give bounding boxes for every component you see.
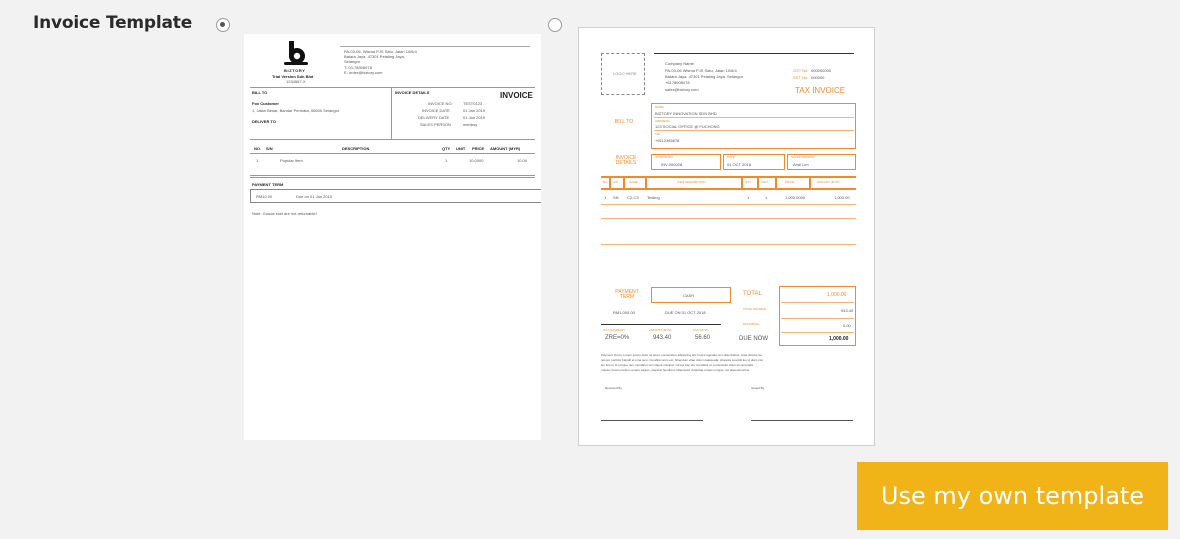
terms-text-2: tempor porttitor blandit et urna sem. Curabitur arcu est, bibendum vitae dolor malesuada, pharetra suscipit leo ut diam nisi <box>601 358 763 362</box>
payment-amount: RM1,000.00 <box>613 310 635 315</box>
company-address-3: Selangor <box>344 59 361 64</box>
tax-invoice-title: TAX INVOICE <box>795 86 846 95</box>
bill-name: BIZTORY INNOVATION SDN BHD <box>655 111 717 116</box>
sst-label: SST No: <box>793 75 809 80</box>
bill-to-label: BILL TO <box>614 119 634 125</box>
company-address-1: PA-03-06, Wisma PJS Satu, Jalan 10/6/4 <box>344 49 417 54</box>
row-no: 1 <box>256 158 259 163</box>
customer-name: Fox Customer <box>252 101 279 106</box>
logo-text: BIZTORY <box>284 68 306 73</box>
bill-address: 123 SOCIAL OFFICE @ FUCHONG <box>655 124 720 129</box>
total-payable: 943.40 <box>841 308 854 313</box>
gst-summary: ZRE=0% <box>605 335 630 341</box>
biztory-logo-icon <box>282 40 310 66</box>
col-qty: QTY <box>745 180 752 184</box>
col-amount: AMOUNT (MYR) <box>490 146 521 151</box>
invoice-title: INVOICE <box>500 91 533 100</box>
company-address-2: Batara Jaya, 47301 Petaling Jaya, Selangor <box>665 74 744 79</box>
invoice-no-label: INVOICE NO <box>428 101 452 106</box>
amount: 943.40 <box>653 335 672 341</box>
company-phone: T: 03-78908078 <box>344 65 372 70</box>
company-name: Company Name <box>665 61 694 66</box>
sst-value: 000000 <box>811 75 825 80</box>
invoice-template-label: Invoice Template <box>33 13 193 33</box>
amount-label: AMOUNT (MYR) <box>649 328 672 332</box>
due-now: 1,000.00 <box>829 336 849 342</box>
bill-address-label: ADDRESS <box>655 119 670 123</box>
col-description: DESCRIPTION <box>342 146 370 151</box>
sales-person-label: SALES PERSON <box>420 122 451 127</box>
invoice-details-label: INVOICE DETAILS <box>615 155 637 166</box>
sales-person: mehboy <box>463 122 478 127</box>
tax: 56.60 <box>695 335 711 341</box>
gst-label: GST No: <box>793 68 809 73</box>
company-address-1: PA-03-06 Wisma PJS Satu, Jalan 10/6/4 <box>665 68 737 73</box>
col-price: PRICE <box>785 180 795 184</box>
row-amount: 10.00 <box>517 158 528 163</box>
company-address-4: sales@biztory.com <box>665 87 699 92</box>
payment-term-label: PAYMENT TERM <box>615 289 639 300</box>
row-code: C2-C3 <box>627 195 639 200</box>
received-by-label: Received By <box>605 386 622 390</box>
row-description: Testing <box>647 195 660 200</box>
tax-label: TAX (MYR) <box>693 328 709 332</box>
col-sn: S/N <box>266 146 273 151</box>
company-email: E: order@biztory.com <box>344 70 383 75</box>
invoice-date-label: INVOICE DATE <box>422 108 450 113</box>
invoice-date: 01 Jan 2019 <box>463 108 486 113</box>
gst-summary-label: GST SUMMARY <box>603 328 626 332</box>
terms-text-4: massa. Fusce pretium ornare sapien, placerat hendrerit. Maecenas vulputate ornare congue, vel placerat luctus. <box>601 368 750 372</box>
delivery-date-label: DELIVERY DATE <box>418 115 450 120</box>
total-label: TOTAL <box>743 291 762 297</box>
col-description: ITEM DESCRIPTION <box>677 180 706 184</box>
row-price: 1,000.0000 <box>785 195 806 200</box>
invoice-date: 01 OCT 2018 <box>727 162 751 167</box>
sales-person: Andi Lim <box>793 162 809 167</box>
invoice-date-label: DATE <box>727 155 735 159</box>
payment-due: Due on 01 Jan 2019 <box>296 194 333 199</box>
row-unit: 1 <box>765 195 768 200</box>
bill-tel: +6112345678 <box>655 138 680 143</box>
col-no: NO. <box>254 146 262 151</box>
row-amount: 1,000.00 <box>834 195 850 200</box>
col-no: NO <box>603 180 608 184</box>
col-qty: QTY <box>442 146 451 151</box>
rounding-label: ROUNDING <box>743 322 760 326</box>
bill-to-label: BILL TO <box>252 90 268 95</box>
rounding: 0.00 <box>843 323 851 328</box>
sales-person-label: SALES PERSON <box>791 155 815 159</box>
use-own-template-button[interactable]: Use my own template <box>857 462 1168 530</box>
bill-name-label: NAME <box>655 105 664 109</box>
col-sn: S/N <box>613 180 619 184</box>
template-2-preview[interactable] <box>578 27 875 446</box>
bill-tel-label: TEL <box>655 132 661 136</box>
col-price: PRICE <box>472 146 485 151</box>
row-sn: SN <box>613 195 619 200</box>
row-qty: 1 <box>445 158 448 163</box>
delivery-date: 01 Jan 2019 <box>463 115 486 120</box>
terms-text-3: leo lorem, id congue nec. Curabitur vel magna volutpat, cursus hac elit. Curabitur et consectetur dolor sit venenatis <box>601 363 754 367</box>
total-value: 1,000.00 <box>827 292 847 298</box>
company-reg: 1234567-X <box>286 79 306 84</box>
company-name: Trial Version Sdn Bhd <box>272 74 314 79</box>
customer-address: 1, Jalan Besar, Bandar Permata, 06600 Selangor <box>252 108 340 113</box>
payment-term-label: PAYMENT TERM <box>252 182 284 187</box>
template-2-radio[interactable] <box>548 18 562 32</box>
invoice-no: TEST0123 <box>463 101 483 106</box>
invoice-no-label: INVOICE NO <box>655 155 673 159</box>
col-unit: UNIT <box>456 146 466 151</box>
template-1-preview[interactable] <box>244 34 541 440</box>
company-address-2: Batara Jaya, 47301 Petaling Jaya, <box>344 54 405 59</box>
issued-by-label: Issued By <box>751 386 765 390</box>
col-unit: UNIT <box>761 180 768 184</box>
logo-placeholder: LOGO HERE <box>613 71 637 76</box>
invoice-no: INV-000028 <box>661 162 683 167</box>
row-qty: 1 <box>747 195 750 200</box>
col-amount: AMOUNT (MYR) <box>817 180 840 184</box>
row-no: 1 <box>604 195 607 200</box>
due-now-label: DUE NOW <box>739 336 768 342</box>
deliver-to-label: DELIVER TO <box>252 119 276 124</box>
total-payable-label: TOTAL PAYABLE <box>743 307 767 311</box>
payment-amount: RM10.00 <box>256 194 273 199</box>
template-1-radio[interactable] <box>216 18 230 32</box>
payment-due: DUE ON 01 OCT 2018 <box>665 310 706 315</box>
row-item: Popular Item <box>280 158 303 163</box>
gst-value: 000000000 <box>811 68 832 73</box>
payment-value: CASH <box>683 293 695 298</box>
invoice-note: Note: Goods sold are not returnable! <box>252 211 317 216</box>
terms-text-1: Payment Terms: Lorem ipsum dolor sit amet, consectetur adipiscing elit. Fusce egestas orci vitae finibus. Cras ultrices leo <box>601 353 763 357</box>
col-code: CODE <box>629 180 638 184</box>
company-address-3: +6178908078 <box>665 80 690 85</box>
invoice-details-label: INVOICE DETAILS <box>395 90 430 95</box>
row-price: 10.0000 <box>469 158 484 163</box>
